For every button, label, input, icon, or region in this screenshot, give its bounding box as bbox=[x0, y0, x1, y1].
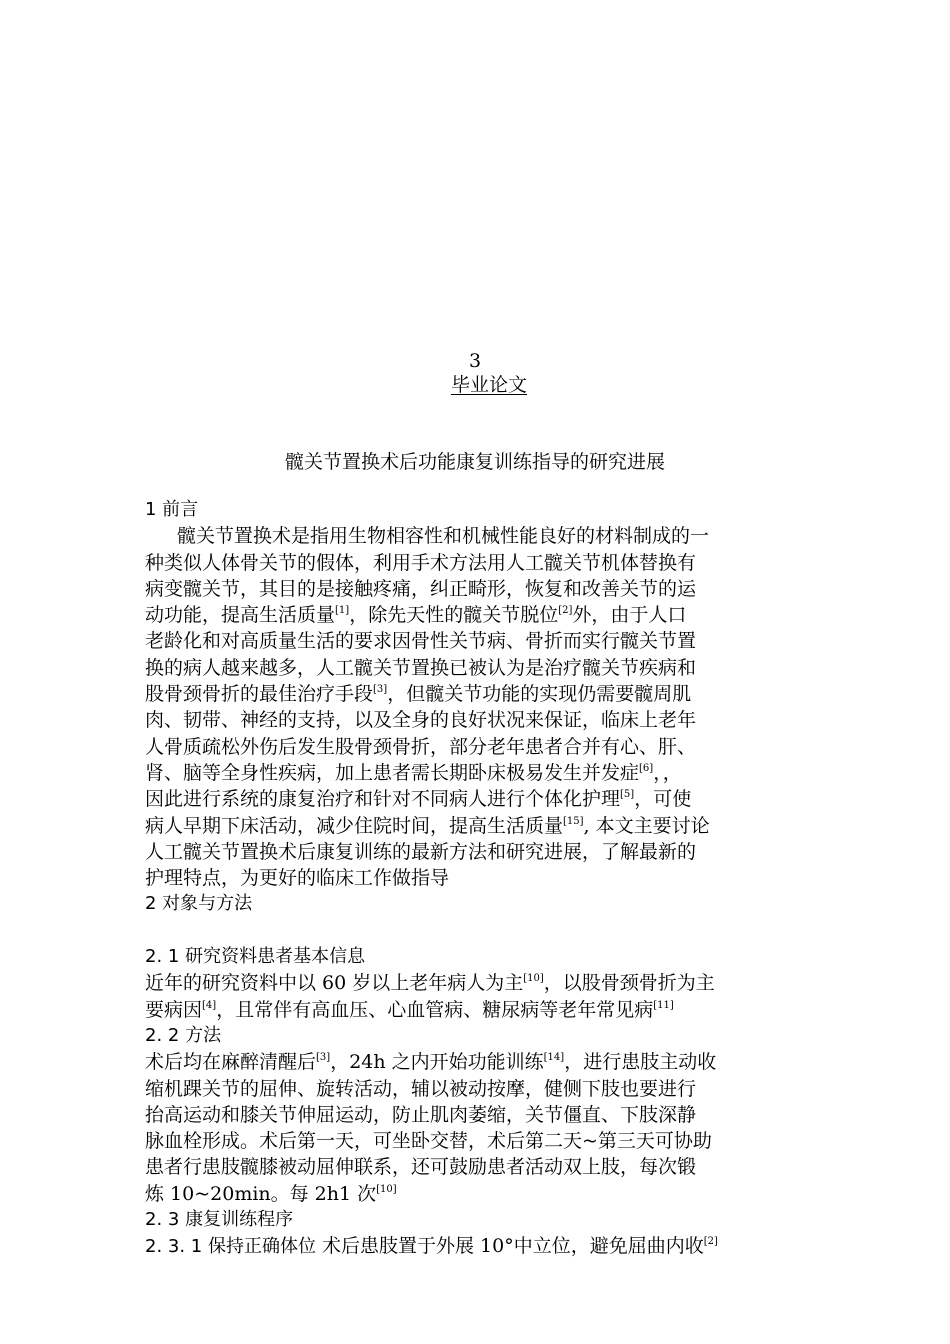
text-run: ，可使 bbox=[634, 788, 692, 811]
paragraph-line bbox=[145, 997, 810, 1023]
text-run: 炼 10~20min。每 2h1 次 bbox=[145, 1182, 377, 1205]
paragraph-line: 脉血栓形成。术后第一天，可坐卧交替，术后第二天~第三天可协助 bbox=[145, 1130, 712, 1153]
citation: [5] bbox=[620, 789, 635, 801]
document-label-text: 毕业论文 bbox=[450, 374, 527, 396]
citation: [15] bbox=[563, 815, 584, 827]
citation: [11] bbox=[653, 999, 674, 1011]
paragraph-line bbox=[145, 1181, 810, 1207]
paragraph-line bbox=[145, 1049, 810, 1075]
citation: [2] bbox=[703, 1236, 718, 1248]
paragraph-line: 抬高运动和膝关节伸屈运动，防止肌肉萎缩，关节僵直、下肢深静 bbox=[145, 1103, 697, 1126]
paragraph-line: 换的病人越来越多，人工髋关节置换已被认为是治疗髋关节疾病和 bbox=[145, 656, 697, 679]
text-run: 病人早期下床活动，减少住院时间，提高生活质量 bbox=[145, 814, 564, 837]
citation: [6] bbox=[639, 762, 654, 774]
text-run: ，且常伴有高血压、心血管病、糖尿病等老年常见病 bbox=[216, 998, 654, 1021]
paragraph-line: 人骨质疏松外伤后发生股骨颈骨折，部分老年患者合并有心、肝、 bbox=[145, 735, 697, 758]
body-text bbox=[145, 497, 810, 1260]
section-heading-2: 2 对象与方法 bbox=[145, 893, 253, 915]
text-run: 动功能，提高生活质量 bbox=[145, 604, 336, 627]
text-run: , 本文主要讨论 bbox=[583, 814, 710, 837]
blank-line bbox=[145, 918, 810, 944]
text-run: 外，由于人口 bbox=[572, 604, 687, 627]
text-run: ，进行患肢主动收 bbox=[564, 1051, 717, 1074]
paragraph-line bbox=[145, 681, 810, 707]
citation: [3] bbox=[373, 684, 388, 696]
paragraph-line: 老龄化和对高质量生活的要求因骨性关节病、骨折而实行髋关节置 bbox=[145, 630, 697, 653]
text-run: 肾、脑等全身性疾病，加上患者需长期卧床极易发生并发症 bbox=[145, 761, 640, 784]
section-heading-1: 1 前言 bbox=[145, 499, 199, 520]
paragraph-line bbox=[145, 786, 810, 812]
text-run: 术后患肢置于外展 10°中立位，避免屈曲内收 bbox=[315, 1235, 704, 1258]
subsection-heading-2-2: 2. 2 方法 bbox=[145, 1024, 222, 1046]
paragraph-line bbox=[145, 813, 810, 839]
citation: [10] bbox=[376, 1183, 397, 1195]
text-run: 要病因 bbox=[145, 998, 203, 1021]
text-run: 近年的研究资料中以 60 岁以上老年病人为主 bbox=[145, 972, 524, 995]
paper-title: 髋关节置换术后功能康复训练指导的研究进展 bbox=[284, 451, 665, 473]
document-label bbox=[0, 373, 950, 397]
paragraph-line bbox=[145, 970, 810, 996]
paragraph-line bbox=[145, 1233, 810, 1259]
subsection-heading-2-3: 2. 3 康复训练程序 bbox=[145, 1209, 294, 1231]
citation: [14] bbox=[543, 1052, 565, 1064]
text-run: 术后均在麻醉清醒后 bbox=[145, 1051, 317, 1074]
paragraph-line: 人工髋关节置换术后康复训练的最新方法和研究进展，了解最新的 bbox=[145, 840, 697, 863]
paragraph-line: 缩机踝关节的屈伸、旋转活动，辅以被动按摩，健侧下肢也要进行 bbox=[145, 1077, 697, 1100]
citation: [1] bbox=[335, 605, 350, 617]
paragraph-line: 种类似人体骨关节的假体，利用手术方法用人工髋关节机体替换有 bbox=[145, 551, 697, 574]
paragraph-line: 肉、韧带、神经的支持，以及全身的良好状况来保证，临床上老年 bbox=[145, 709, 697, 732]
text-run: ，以股骨颈骨折为主 bbox=[543, 972, 715, 995]
text-run: ，除先天性的髋关节脱位 bbox=[349, 604, 559, 627]
text-run: 股骨颈骨折的最佳治疗手段 bbox=[145, 683, 374, 706]
text-run: ，但髋关节功能的实现仍需要髋周肌 bbox=[387, 683, 692, 706]
citation: [4] bbox=[202, 999, 217, 1011]
text-run: ，， bbox=[653, 761, 682, 784]
paragraph-line: 髋关节置换术是指用生物相容性和机械性能良好的材料制成的一 bbox=[177, 525, 710, 548]
paragraph-line bbox=[145, 760, 810, 786]
text-run: ，24h 之内开始功能训练 bbox=[330, 1051, 544, 1074]
subsection-heading-2-3-1: 2. 3. 1 保持正确体位 bbox=[145, 1236, 316, 1258]
citation: [10] bbox=[523, 973, 544, 985]
paragraph-line: 病变髋关节，其目的是接触疼痛，纠正畸形，恢复和改善关节的运 bbox=[145, 577, 697, 600]
subsection-heading-2-1: 2. 1 研究资料患者基本信息 bbox=[145, 946, 366, 968]
citation: [2] bbox=[558, 605, 573, 617]
citation: [3] bbox=[316, 1052, 331, 1064]
page-number: 3 bbox=[468, 350, 482, 372]
paragraph-line: 护理特点，为更好的临床工作做指导 bbox=[145, 867, 450, 890]
paragraph-line bbox=[145, 602, 810, 628]
paragraph-line: 患者行患肢髋膝被动屈伸联系，还可鼓励患者活动双上肢，每次锻 bbox=[145, 1156, 697, 1179]
text-run: 因此进行系统的康复治疗和针对不同病人进行个体化护理 bbox=[145, 788, 621, 811]
